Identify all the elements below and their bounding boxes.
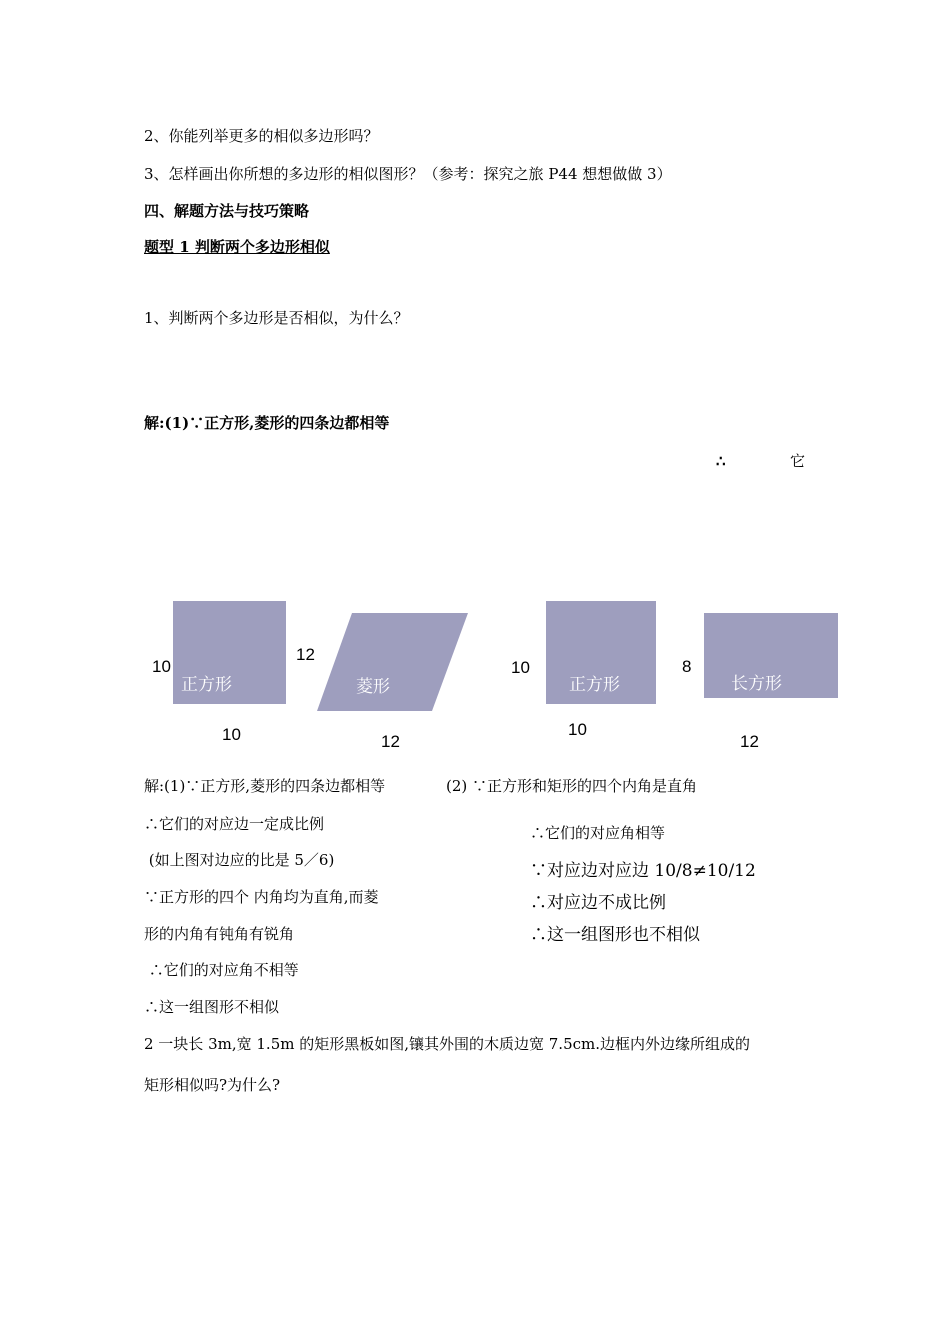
- right-solution-line-3: ∵对应边对应边 10/8≠10/12: [530, 861, 756, 881]
- left-solution-line-1: 解:(1)∵正方形,菱形的四条边都相等: [144, 777, 386, 795]
- rhombus-shape: [316, 612, 470, 712]
- question-3: 3、怎样画出你所想的多边形的相似图形？（参考：探究之旅 P44 想想做做 3）: [144, 165, 672, 183]
- right-solution-line-4: ∴对应边不成比例: [530, 893, 666, 913]
- right-solution-line-1: (2) ∵正方形和矩形的四个内角是直角: [446, 777, 698, 795]
- question-2: 2、你能列举更多的相似多边形吗？: [144, 127, 379, 145]
- problem-2-line-2: 矩形相似吗?为什么?: [144, 1076, 281, 1094]
- problem-type-heading: 题型 1 判断两个多边形相似: [144, 238, 330, 256]
- left-solution-line-6: ∴它们的对应角不相等: [144, 961, 299, 979]
- left-solution-line-3: (如上图对边应的比是 5／6): [144, 851, 335, 869]
- left-solution-line-5: 形的内角有钝角有锐角: [144, 925, 295, 943]
- square-1-bottom-label: 10: [222, 725, 241, 744]
- rhombus-bottom-label: 12: [381, 732, 400, 751]
- right-solution-line-2: ∴它们的对应角相等: [530, 824, 666, 842]
- square-label-2: 正方形: [569, 675, 620, 695]
- rectangle-label: 长方形: [731, 674, 782, 694]
- right-solution-line-5: ∴这一组图形也不相似: [530, 925, 700, 945]
- left-solution-line-7: ∴这一组图形不相似: [144, 998, 280, 1016]
- stray-character: 它: [790, 452, 806, 470]
- square-label-1: 正方形: [181, 675, 232, 695]
- square-1-side-label: 10: [152, 657, 171, 676]
- therefore-symbol: ∴: [716, 452, 726, 470]
- left-solution-line-4: ∵正方形的四个 内角均为直角,而菱: [144, 888, 379, 906]
- rhombus-side-label: 12: [296, 645, 315, 664]
- left-solution-line-2: ∴它们的对应边一定成比例: [144, 815, 325, 833]
- problem-2-line-1: 2 一块长 3m,宽 1.5m 的矩形黑板如图,镶其外围的木质边宽 7.5cm.边框内外边缘所组成的: [144, 1035, 751, 1053]
- rhombus-label: 菱形: [356, 677, 390, 697]
- rectangle-bottom-label: 12: [740, 732, 759, 751]
- rectangle-side-label: 8: [682, 657, 692, 676]
- section-heading: 四、解题方法与技巧策略: [144, 202, 310, 220]
- problem-1-question: 1、判断两个多边形是否相似，为什么？: [144, 309, 409, 327]
- square-2-side-label: 10: [511, 658, 530, 677]
- square-2-bottom-label: 10: [568, 720, 587, 739]
- solution-header: 解:(1)∵正方形,菱形的四条边都相等: [144, 414, 390, 432]
